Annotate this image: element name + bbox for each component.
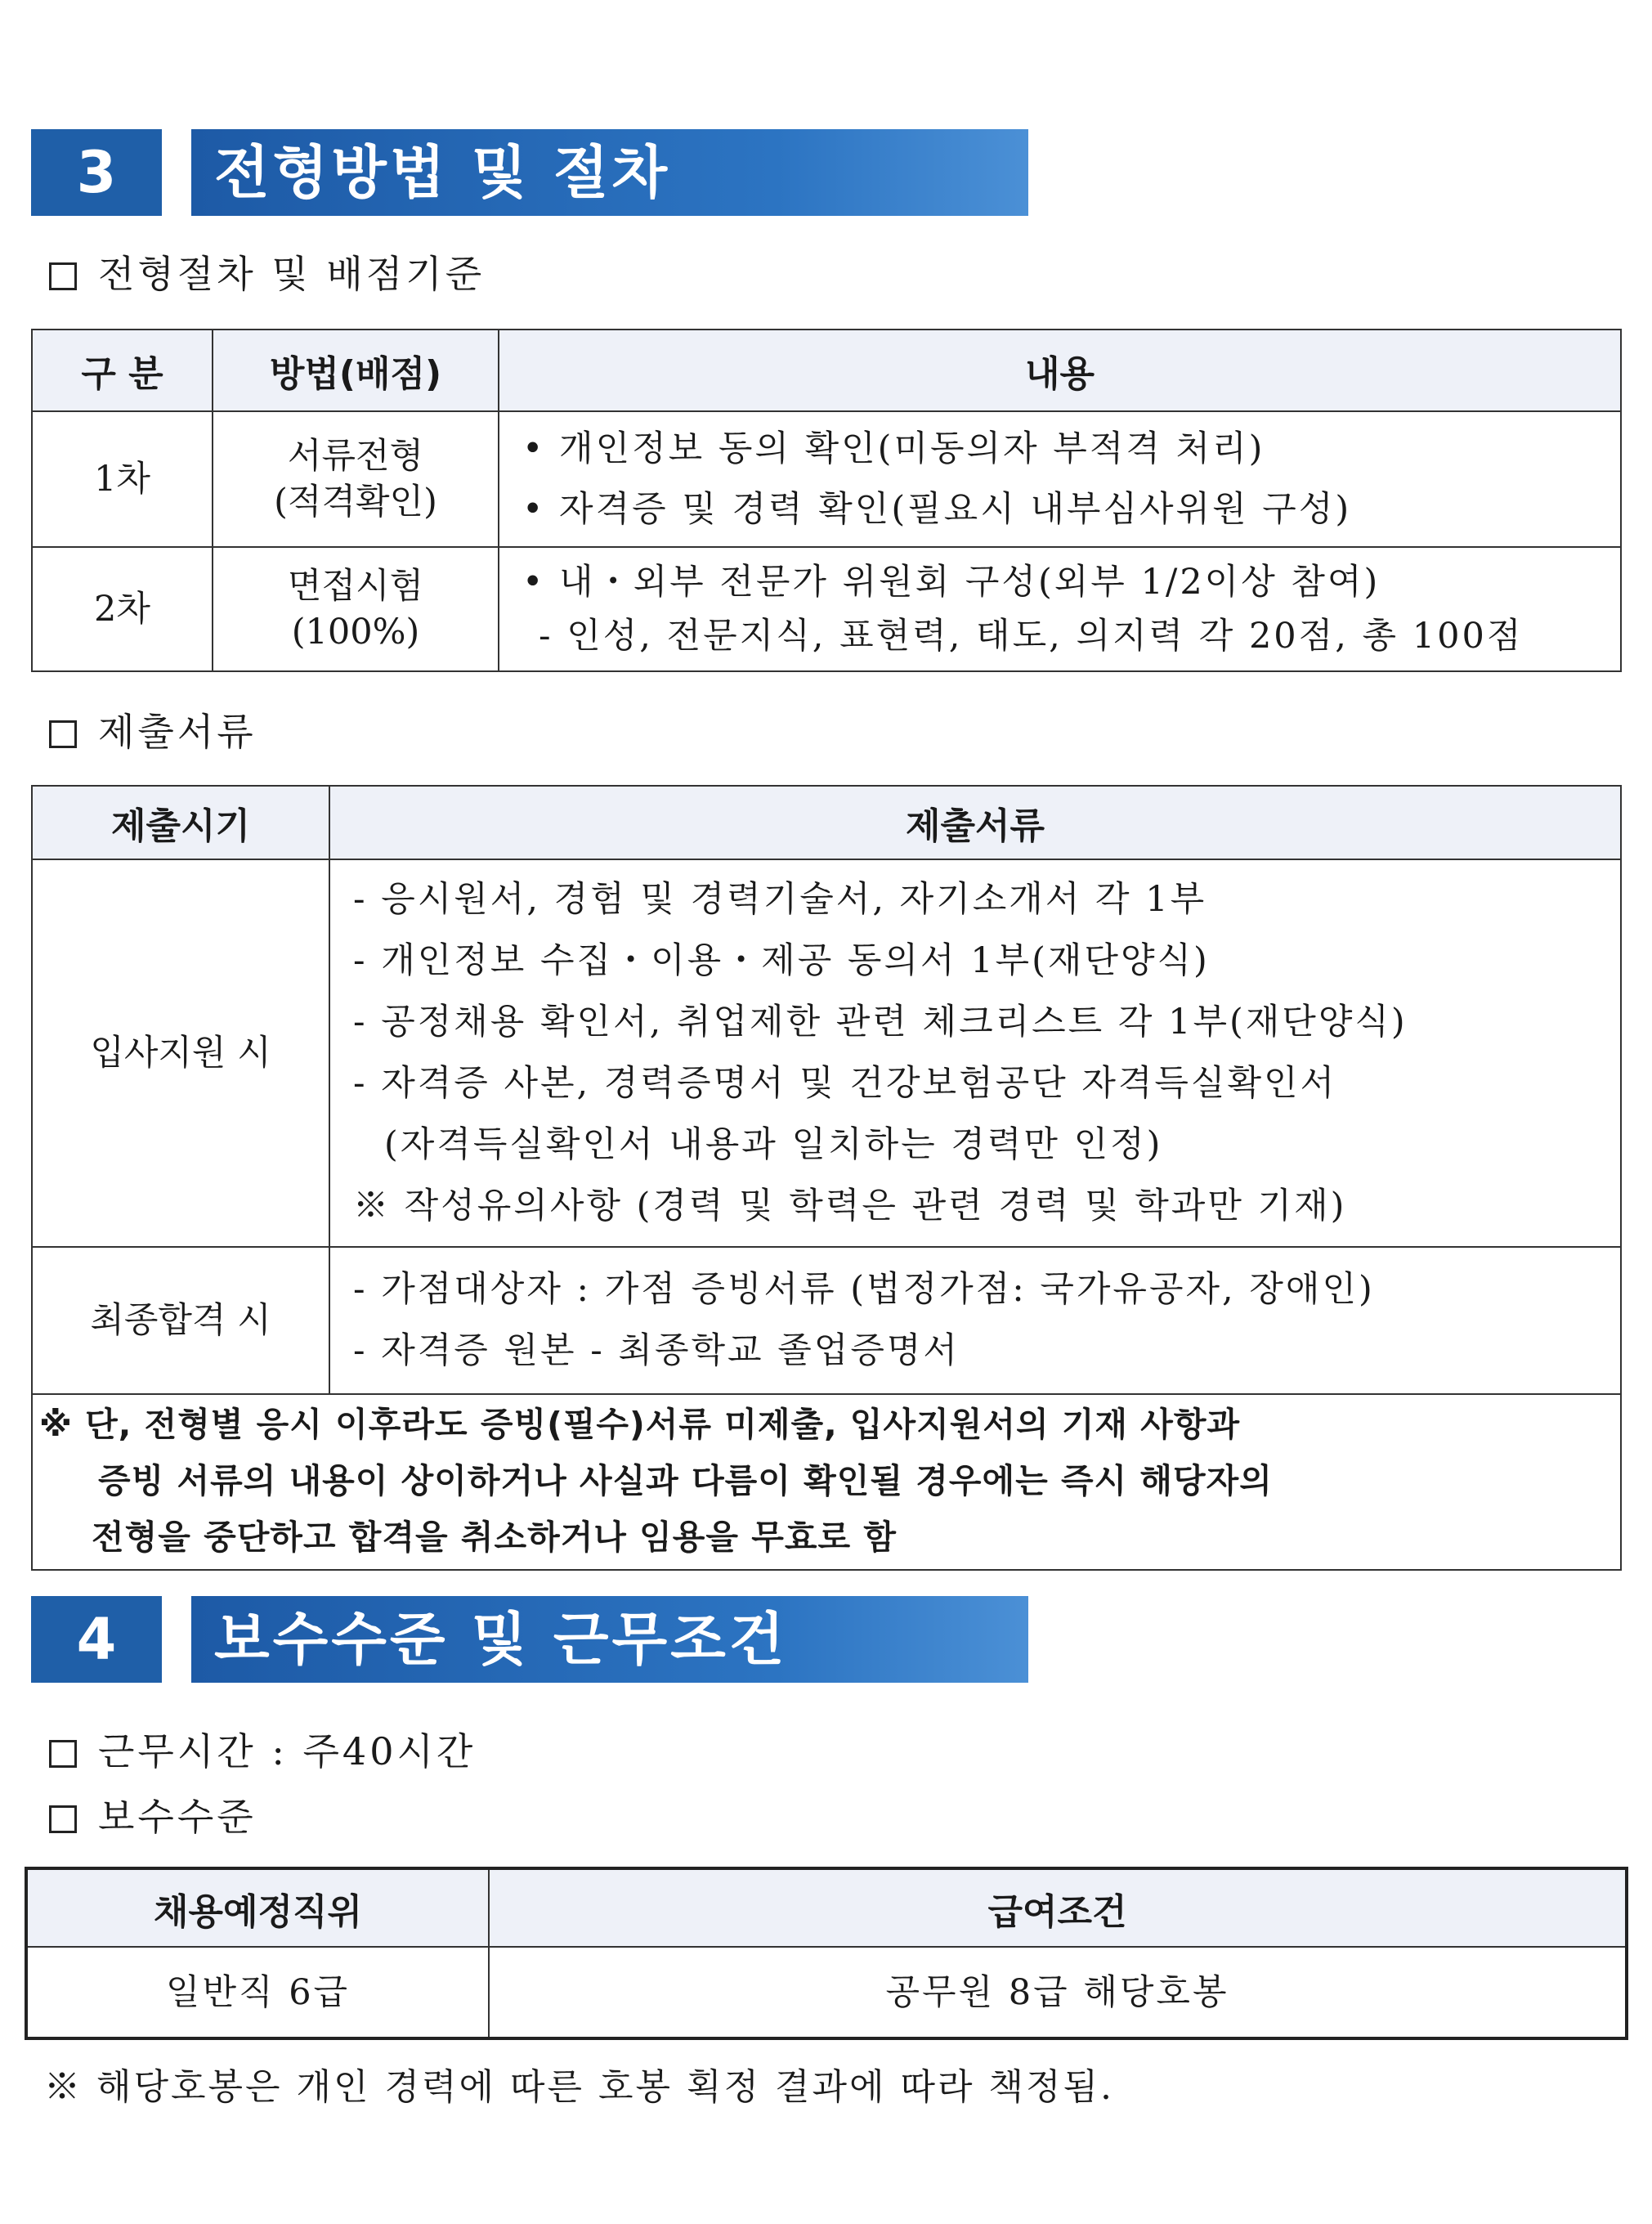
table-row [32, 411, 1621, 547]
table-header: 제출서류 [329, 786, 1621, 859]
table-row [32, 1247, 1621, 1394]
section-number: 3 [31, 129, 162, 216]
subheading-text: 제출서류 [98, 710, 257, 754]
table-header: 내용 [499, 330, 1621, 411]
checkbox-square-icon [49, 1740, 77, 1768]
method-cell: 면접시험 (100%) [213, 547, 499, 671]
content-cell: • 내・외부 전문가 위원회 구성(외부 1/2이상 참여) - 인성, 전문지식, 표현력, 태도, 의지력 각 20점, 총 100점 [499, 547, 1621, 671]
section-4-header [31, 1596, 1045, 1683]
pay-level-line [49, 1792, 257, 1841]
table-row [32, 547, 1621, 671]
content-cell: • 개인정보 동의 확인(미동의자 부적격 처리) • 자격증 및 경력 확인(필요시 내부심사위원 구성) [499, 411, 1621, 547]
pay-level-text: 보수수준 [98, 1795, 257, 1839]
table-row [26, 1947, 1627, 2038]
timing-cell: 입사지원 시 [32, 859, 329, 1247]
section-title: 보수수준 및 근무조건 [191, 1596, 1028, 1683]
footnote: ※ 해당호봉은 개인 경력에 따른 호봉 획정 결과에 따라 책정됨. [44, 2066, 1114, 2108]
timing-cell: 최종합격 시 [32, 1247, 329, 1394]
position-cell: 일반직 6급 [26, 1947, 489, 2038]
table-header: 급여조건 [489, 1868, 1627, 1947]
checkbox-square-icon [49, 262, 77, 290]
method-cell: 서류전형 (적격확인) [213, 411, 499, 547]
pay-cell: 공무원 8급 해당호봉 [489, 1947, 1627, 2038]
work-hours-line [49, 1727, 476, 1776]
section-title: 전형방법 및 절차 [191, 129, 1028, 216]
warning-note: ※ 단, 전형별 응시 이후라도 증빙(필수)서류 미제출, 입사지원서의 기재 사항과 증빙 서류의 내용이 상이하거나 사실과 다름이 확인될 경우에는 즉시 해당자의 전형을 중단하고 합격을 취소하거나 임용을 무효로 함 [32, 1394, 1621, 1570]
section-3-header [31, 129, 1045, 216]
table-row [32, 1394, 1621, 1570]
section-number: 4 [31, 1596, 162, 1683]
salary-table [25, 1867, 1628, 2040]
checkbox-square-icon [49, 720, 77, 748]
table-header: 제출시기 [32, 786, 329, 859]
table-header: 방법(배점) [213, 330, 499, 411]
work-hours-text: 근무시간 : 주40시간 [98, 1729, 477, 1773]
table-header: 채용예정직위 [26, 1868, 489, 1947]
documents-cell: - 응시원서, 경험 및 경력기술서, 자기소개서 각 1부 - 개인정보 수집・이용・제공 동의서 1부(재단양식) - 공정채용 확인서, 취업제한 관련 체크리스트 각 1부(재단양식) - 자격증 사본, 경력증명서 및 건강보험공단 자격득실확인서 (자격득실확인서 내용과 일치하는 경력만 인정) ※ 작성유의사항 (경력 및 학력은 관련 경력 및 학과만 기재) [329, 859, 1621, 1247]
stage-cell: 1차 [32, 411, 213, 547]
stage-cell: 2차 [32, 547, 213, 671]
documents-table [31, 785, 1622, 1571]
checkbox-square-icon [49, 1805, 77, 1833]
subheading-documents [49, 707, 257, 756]
table-header: 구 분 [32, 330, 213, 411]
documents-cell: - 가점대상자 : 가점 증빙서류 (법정가점: 국가유공자, 장애인) - 자격증 원본 - 최종학교 졸업증명서 [329, 1247, 1621, 1394]
subheading-text: 전형절차 및 배점기준 [98, 252, 486, 296]
subheading-procedure [49, 249, 485, 298]
procedure-table [31, 329, 1622, 672]
table-row [32, 859, 1621, 1247]
